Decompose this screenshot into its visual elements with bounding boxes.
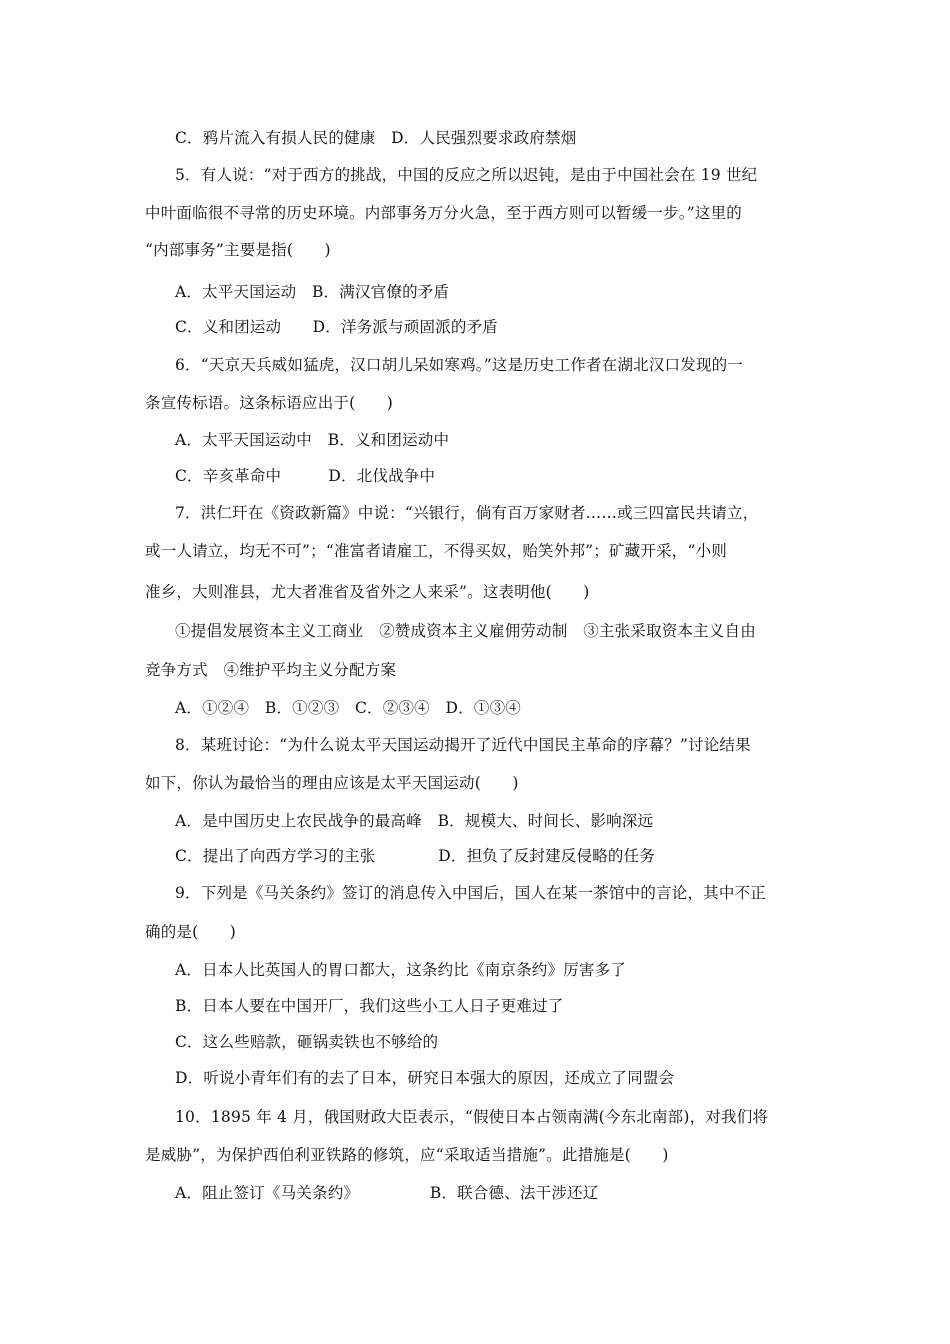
question-5-line-2: 中叶面临很不寻常的历史环境。内部事务万分火急，至于西方则可以暂缓一步。”这里的: [145, 204, 742, 222]
question-6-line-1: 6．“天京天兵威如猛虎，汉口胡儿呆如寒鸡。”这是历史工作者在湖北汉口发现的一: [175, 356, 744, 374]
option-line: C．这么些赔款，砸锅卖铁也不够给的: [175, 1033, 439, 1051]
statement-line: 竞争方式 ④维护平均主义分配方案: [145, 661, 397, 679]
option-line: A．阻止签订《马关条约》 B．联合德、法干涉还辽: [175, 1184, 599, 1202]
option-line: C．鸦片流入有损人民的健康 D．人民强烈要求政府禁烟: [175, 129, 577, 147]
option-line: C．辛亥革命中 D．北伐战争中: [175, 467, 436, 485]
question-5-line-1: 5．有人说：“对于西方的挑战，中国的反应之所以迟钝，是由于中国社会在 19 世纪: [175, 166, 758, 184]
option-line: A．是中国历史上农民战争的最高峰 B．规模大、时间长、影响深远: [175, 812, 654, 830]
question-6-line-2: 条宣传标语。这条标语应出于( ): [145, 394, 393, 412]
option-line: A．太平天国运动中 B．义和团运动中: [175, 431, 450, 449]
question-10-line-2: 是威胁”，为保护西伯利亚铁路的修筑，应“采取适当措施”。此措施是( ): [145, 1146, 669, 1164]
option-line: C．提出了向西方学习的主张 D．担负了反封建反侵略的任务: [175, 847, 655, 865]
question-9-line-2: 确的是( ): [145, 923, 236, 941]
question-8-line-2: 如下，你认为最恰当的理由应该是太平天国运动( ): [145, 774, 519, 792]
question-7-line-2: 或一人请立，均无不可”；“准富者请雇工，不得买奴，贻笑外邦”；矿藏开采，“小则: [145, 542, 727, 560]
option-line: D．听说小青年们有的去了日本，研究日本强大的原因，还成立了同盟会: [175, 1069, 675, 1087]
question-7-line-1: 7．洪仁玕在《资政新篇》中说：“兴银行，倘有百万家财者……或三四富民共请立，: [175, 504, 759, 522]
option-line: A．日本人比英国人的胃口都大，这条约比《南京条约》厉害多了: [175, 961, 626, 979]
option-line: B．日本人要在中国开厂，我们这些小工人日子更难过了: [175, 997, 564, 1015]
question-7-line-3: 准乡，大则准县，尤大者准省及省外之人来采”。这表明他( ): [145, 583, 590, 601]
question-8-line-1: 8．某班讨论：“为什么说太平天国运动揭开了近代中国民主革命的序幕？”讨论结果: [175, 736, 751, 754]
question-9-line-1: 9．下列是《马关条约》签订的消息传入中国后，国人在某一茶馆中的言论，其中不正: [175, 884, 766, 902]
question-10-line-1: 10．1895 年 4 月，俄国财政大臣表示，“假使日本占领南满(今东北南部)，对我们将: [175, 1108, 769, 1126]
statement-line: ①提倡发展资本主义工商业 ②赞成资本主义雇佣劳动制 ③主张采取资本主义自由: [175, 622, 756, 640]
option-line: A．①②④ B．①②③ C．②③④ D．①③④: [175, 699, 521, 717]
option-line: C．义和团运动 D．洋务派与顽固派的矛盾: [175, 318, 498, 336]
option-line: A．太平天国运动 B．满汉官僚的矛盾: [175, 283, 450, 301]
question-5-line-3: “内部事务”主要是指( ): [145, 241, 331, 259]
